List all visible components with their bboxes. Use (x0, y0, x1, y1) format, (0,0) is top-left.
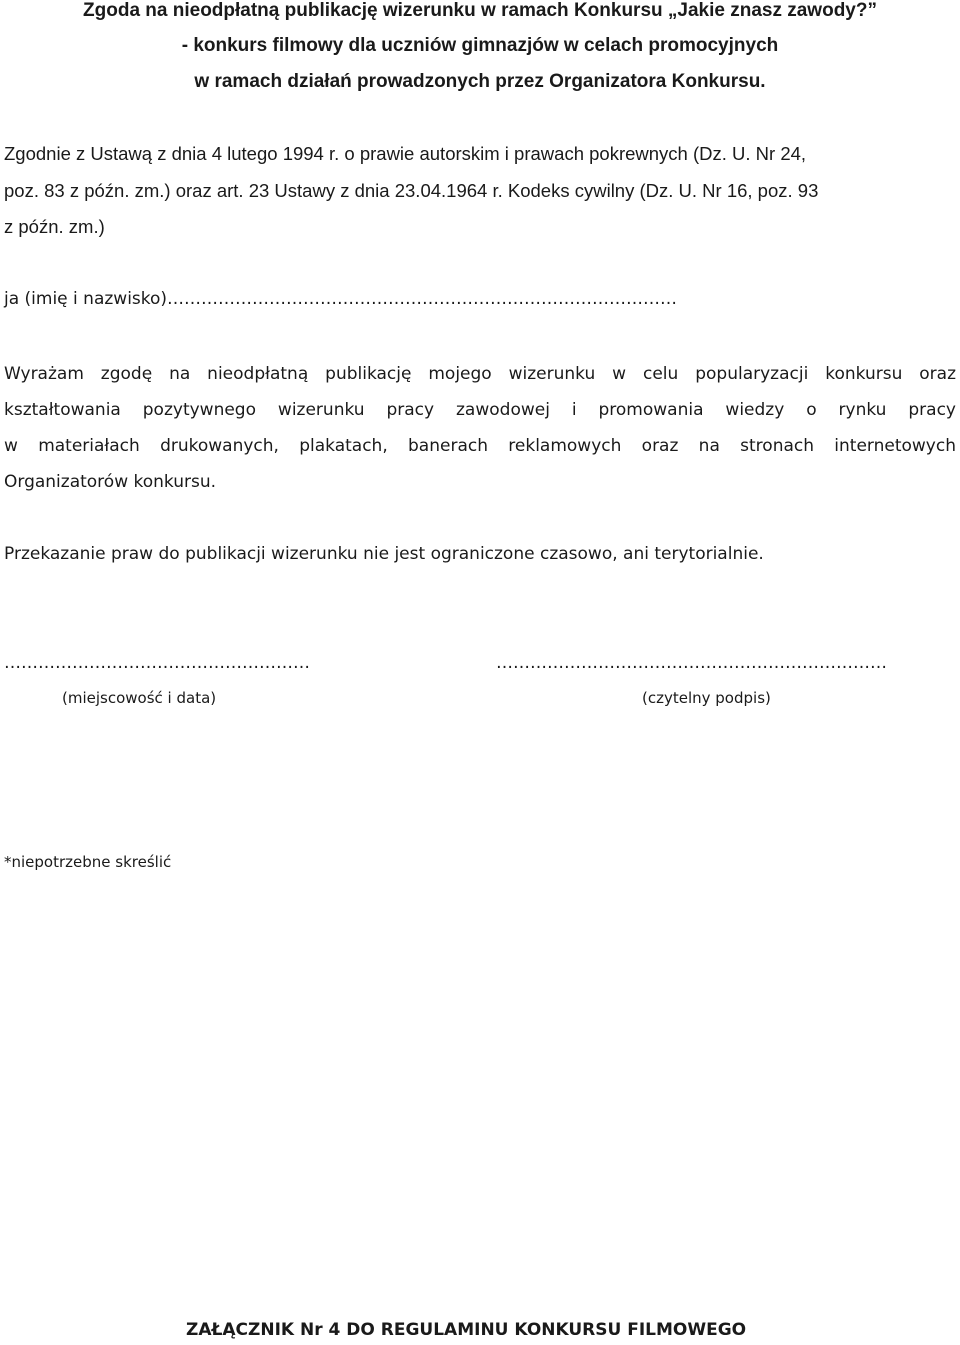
document-title-line-3: w ramach działań prowadzonych przez Organizatora Konkursu. (194, 71, 766, 92)
name-field[interactable]: ja (imię i nazwisko)……………………………………………………………………………… (4, 289, 678, 309)
legal-basis-line-2: poz. 83 z późn. zm.) oraz art. 23 Ustawy z dnia 23.04.1964 r. Kodeks cywilny (Dz. U. Nr 16, poz. 93 (4, 180, 819, 201)
consent-line-4: Organizatorów konkursu. (4, 472, 217, 492)
document-title-line-1: Zgoda na nieodpłatną publikację wizerunku w ramach Konkursu „Jakie znasz zawody?” (83, 0, 877, 21)
attachment-footer: ZAŁĄCZNIK Nr 4 DO REGULAMINU KONKURSU FILMOWEGO (186, 1320, 747, 1340)
consent-line-3: w materiałach drukowanych, plakatach, banerach reklamowych oraz na stronach internetowych (4, 436, 956, 456)
legal-basis-line-3: z późn. zm.) (4, 216, 105, 237)
consent-line-2: kształtowania pozytywnego wizerunku pracy zawodowej i promowania wiedzy o rynku pracy (4, 400, 956, 420)
signature-field[interactable]: …………………………………………………………… (496, 653, 887, 673)
legal-basis-line-1: Zgodnie z Ustawą z dnia 4 lutego 1994 r. o prawie autorskim i prawach pokrewnych (Dz. U. Nr 24, (4, 143, 807, 164)
place-date-label: (miejscowość i data) (62, 689, 217, 707)
consent-paragraph (4, 356, 956, 500)
document-title-line-2: - konkurs filmowy dla uczniów gimnazjów w celach promocyjnych (181, 35, 779, 56)
place-date-field[interactable]: ……………………………………………… (4, 653, 310, 673)
signature-label: (czytelny podpis) (642, 689, 771, 707)
consent-line-1: Wyrażam zgodę na nieodpłatną publikację mojego wizerunku w celu popularyzacji konkursu oraz (4, 364, 956, 384)
transfer-statement: Przekazanie praw do publikacji wizerunku nie jest ograniczone czasowo, ani terytorialnie. (4, 544, 764, 564)
footnote: *niepotrzebne skreślić (4, 853, 172, 871)
